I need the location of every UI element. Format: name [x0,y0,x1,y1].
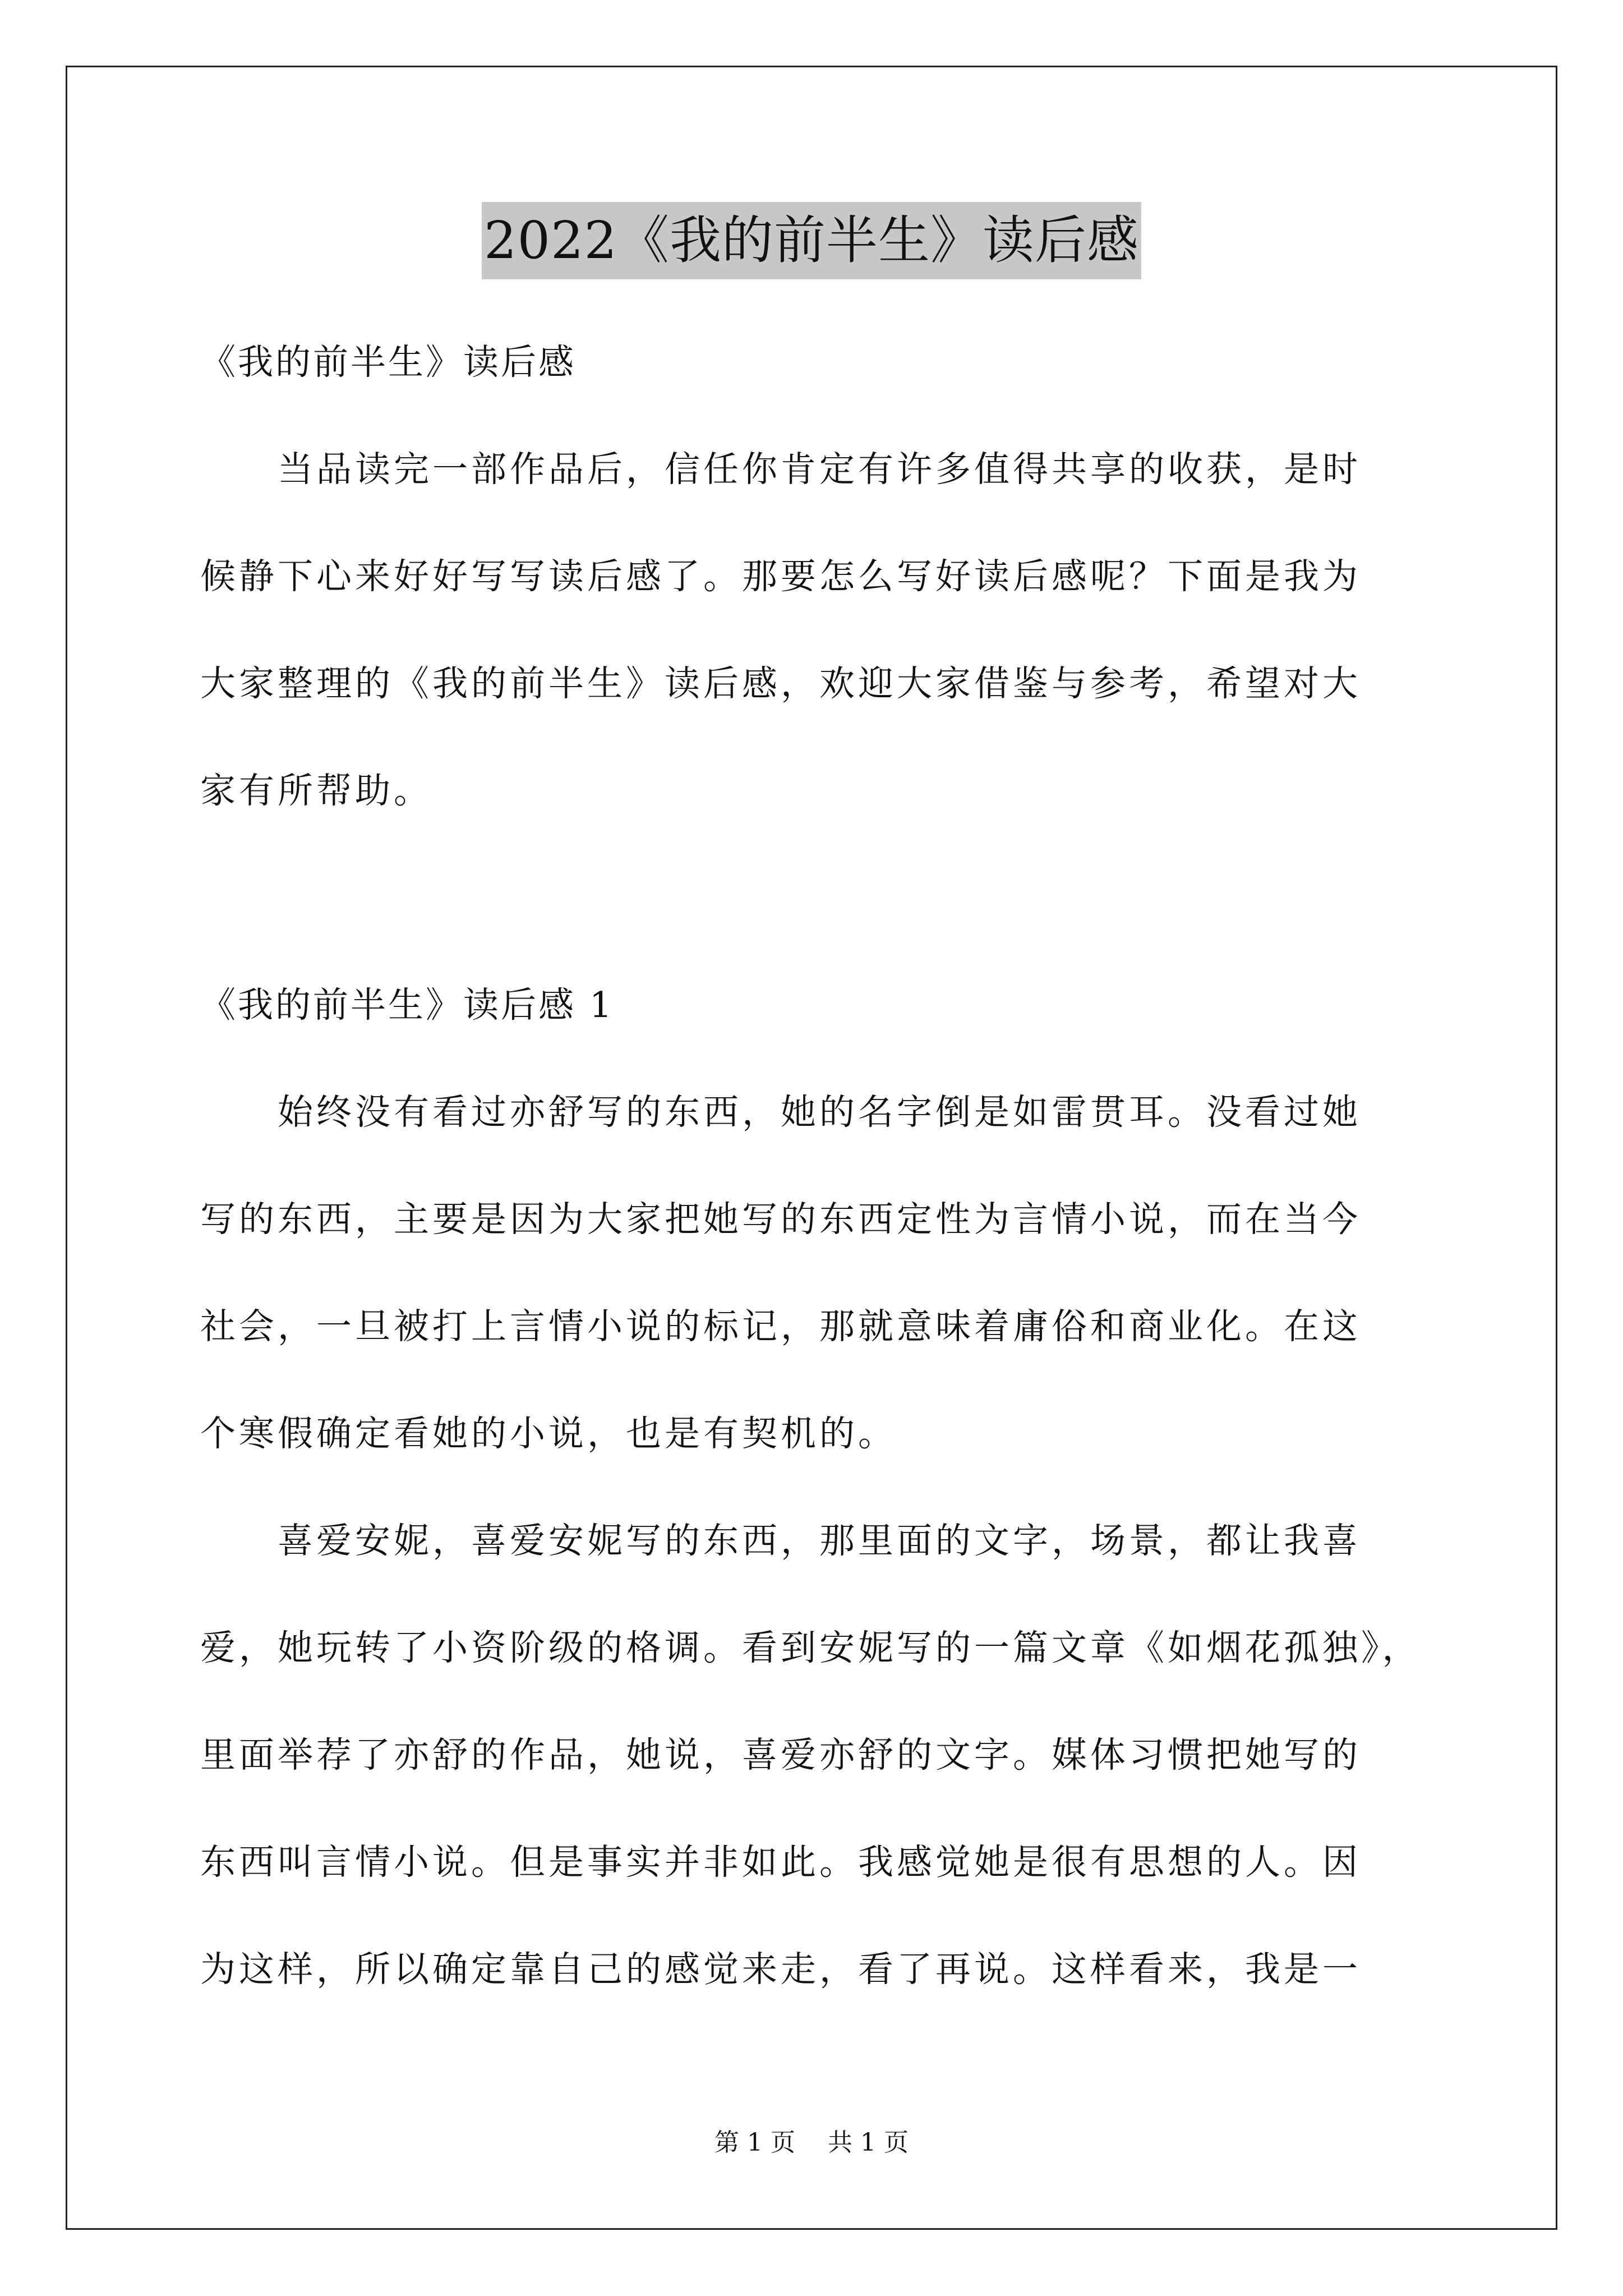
paragraph-line: 当品读完一部作品后，信任你肯定有许多值得共享的收获，是时 [200,449,1361,490]
document-body [200,309,1434,2023]
paragraph-line: 爱，她玩转了小资阶级的格调。看到安妮写的一篇文章《如烟花孤独》， [200,1627,1421,1668]
paragraph-line: 个寒假确定看她的小说，也是有契机的。 [200,1413,897,1454]
intro-paragraph [200,416,1434,844]
paragraph-line: 始终没有看过亦舒写的东西，她的名字倒是如雷贯耳。没看过她 [200,1092,1361,1133]
section1-paragraph-2 [200,1487,1434,2023]
intro-heading: 《我的前半生》读后感 [200,342,576,383]
document-title: 2022《我的前半生》读后感 [482,202,1141,279]
paragraph-line: 家有所帮助。 [200,770,432,811]
paragraph-line: 社会，一旦被打上言情小说的标记，那就意味着庸俗和商业化。在这 [200,1306,1361,1347]
section1-paragraph-1 [200,1059,1434,1487]
page-footer: 第 1 页 共 1 页 [714,2128,909,2157]
paragraph-line: 里面举荐了亦舒的作品，她说，喜爱亦舒的文字。媒体习惯把她写的 [200,1734,1361,1775]
paragraph-line: 写的东西，主要是因为大家把她写的东西定性为言情小说，而在当今 [200,1199,1361,1240]
section-heading: 《我的前半生》读后感 1 [200,984,615,1025]
paragraph-line: 候静下心来好好写写读后感了。那要怎么写好读后感呢？下面是我为 [200,556,1361,597]
paragraph-line: 东西叫言情小说。但是事实并非如此。我感觉她是很有思想的人。因 [200,1842,1361,1883]
title-container [0,202,1623,279]
paragraph-line: 为这样，所以确定靠自己的感觉来走，看了再说。这样看来，我是一 [200,1949,1361,1990]
paragraph-line: 喜爱安妮，喜爱安妮写的东西，那里面的文字，场景，都让我喜 [200,1520,1361,1561]
blank-line [200,844,1434,951]
paragraph-line: 大家整理的《我的前半生》读后感，欢迎大家借鉴与参考，希望对大 [200,663,1361,704]
